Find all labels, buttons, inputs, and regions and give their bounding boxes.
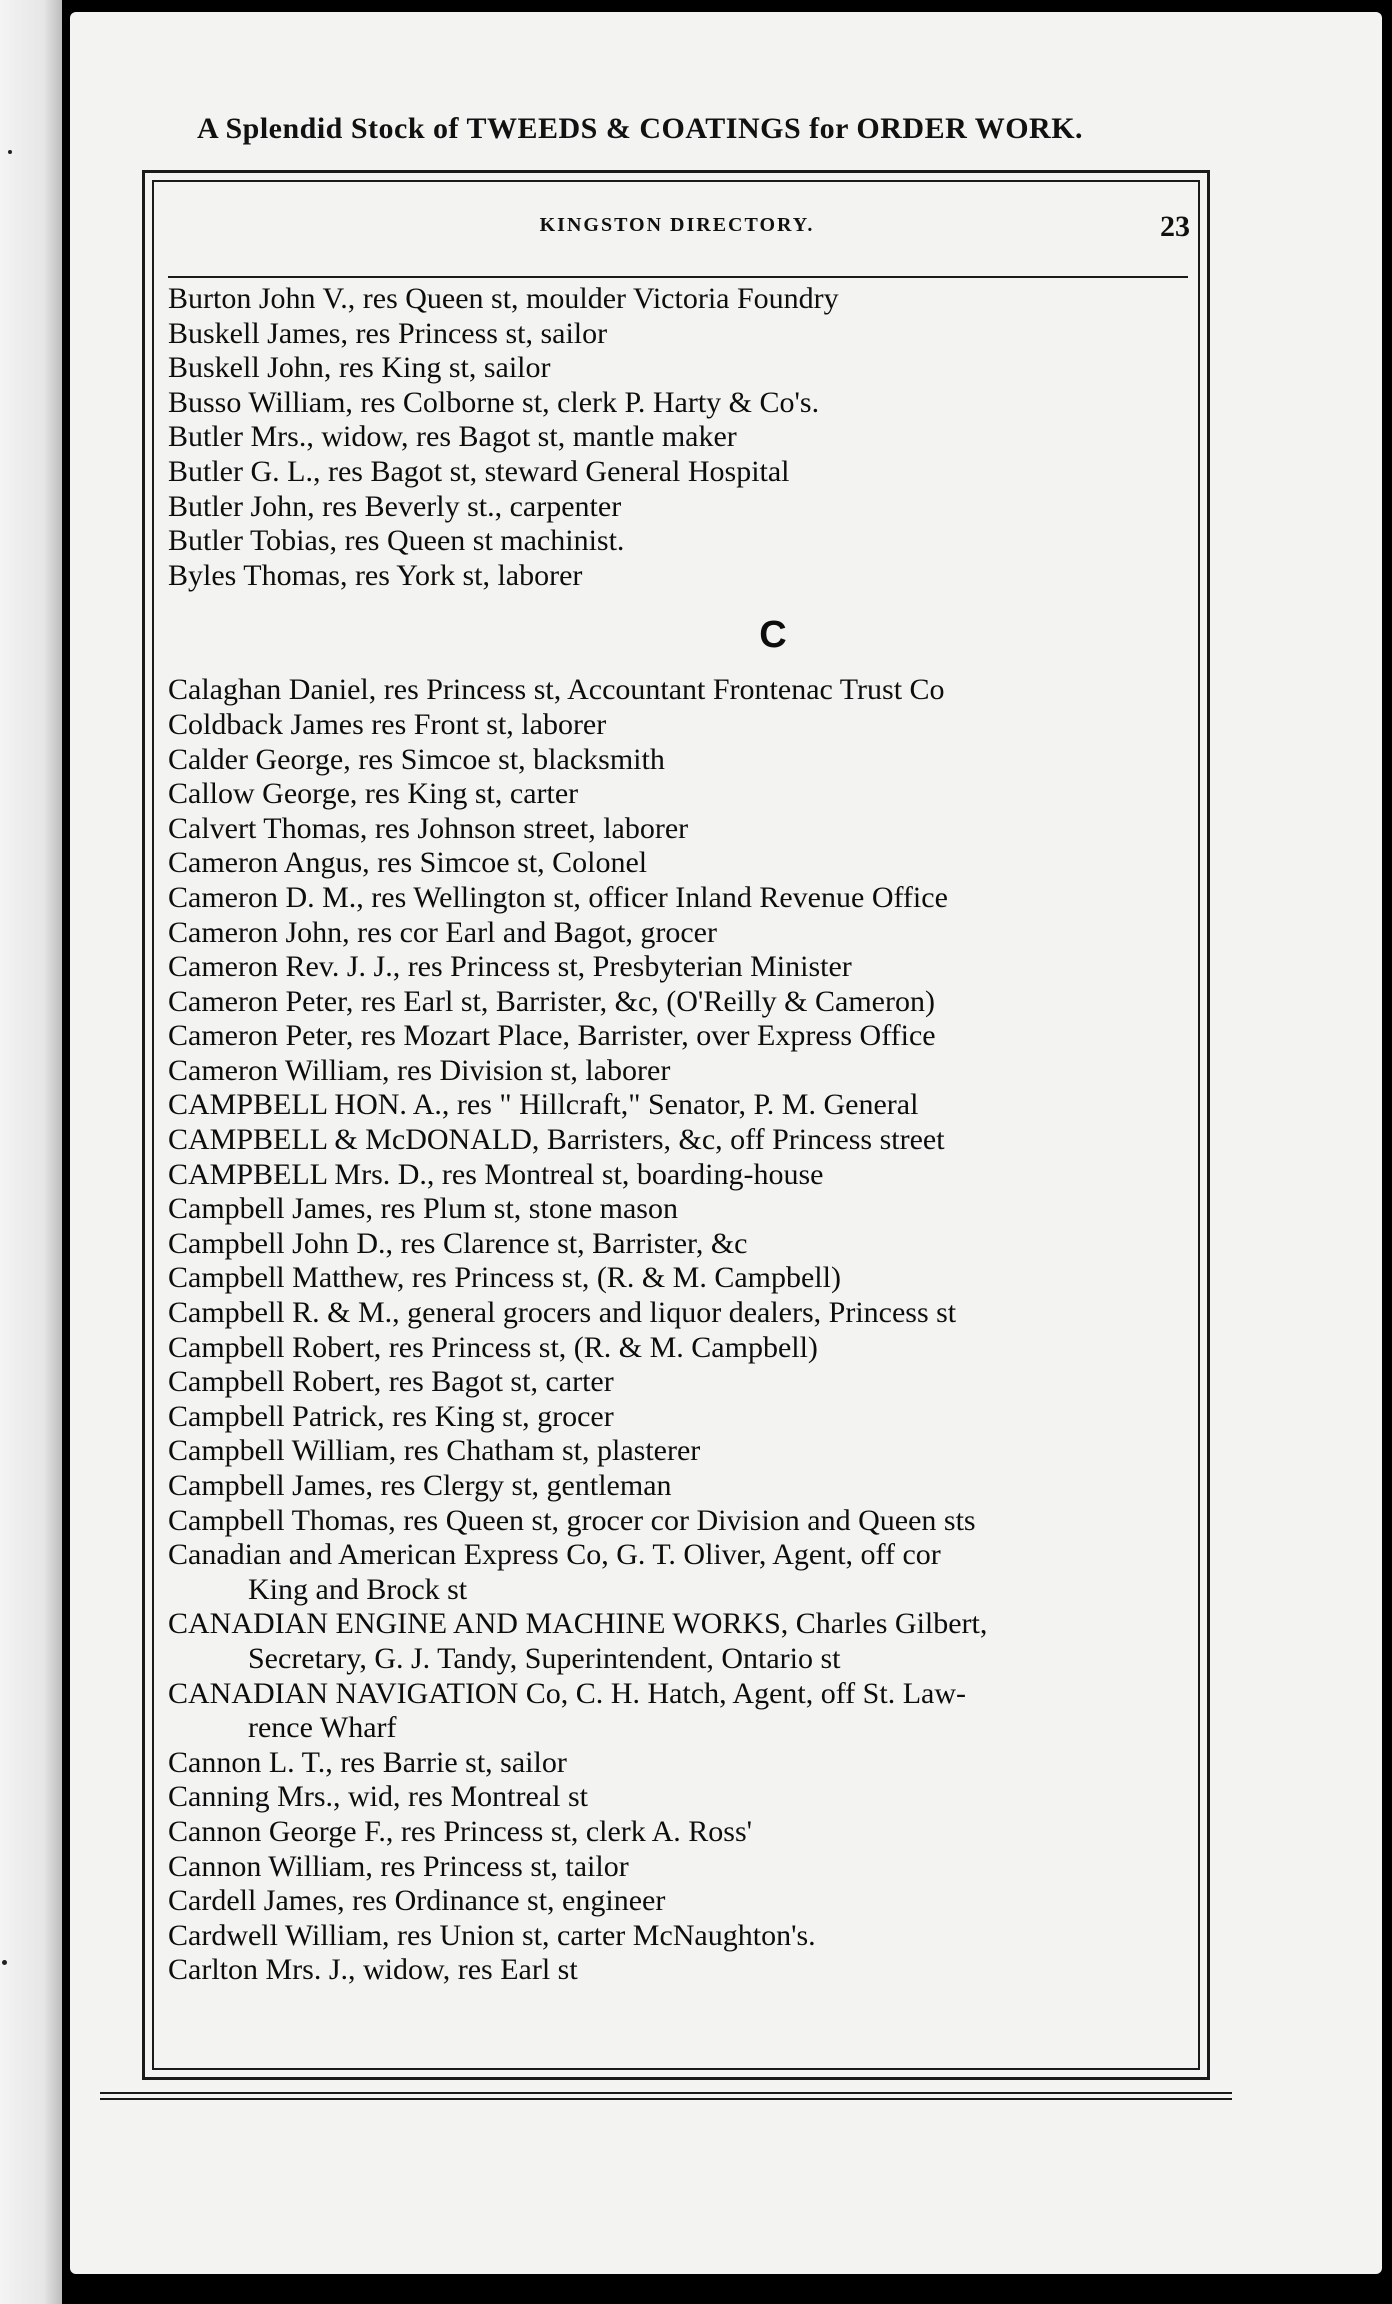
directory-listing <box>168 282 1198 1988</box>
adjacent-page-edge <box>0 0 62 2304</box>
listing-entry: Cameron D. M., res Wellington st, officer Inland Revenue Office <box>168 880 948 914</box>
listing-entry-wrapped <box>168 1607 1198 1676</box>
speck <box>2 1960 7 1965</box>
listing-entry: Campbell Patrick, res King st, grocer <box>168 1399 614 1433</box>
running-header <box>160 210 1194 250</box>
listing-entry: Calaghan Daniel, res Princess st, Accountant Frontenac Trust Co <box>168 673 945 707</box>
listing-entry: Campbell James, res Plum st, stone mason <box>168 1192 678 1226</box>
listing-entry: Buskell John, res King st, sailor <box>168 351 551 385</box>
header-title: KINGSTON DIRECTORY. <box>539 214 815 236</box>
listing-entry: Cardell James, res Ordinance st, engineer <box>168 1884 666 1918</box>
listing-entry: Busso William, res Colborne st, clerk P. Harty & Co's. <box>168 385 820 419</box>
header-rule <box>168 276 1188 278</box>
entry-continuation: rence Wharf <box>248 1711 397 1745</box>
listing-entry: Calvert Thomas, res Johnson street, laborer <box>168 811 689 845</box>
listing-entry: Campbell John D., res Clarence st, Barrister, &c <box>168 1226 748 1260</box>
listing-entry: Cameron John, res cor Earl and Bagot, grocer <box>168 915 717 949</box>
listing-entry: CAMPBELL HON. A., res " Hillcraft," Senator, P. M. General <box>168 1088 919 1122</box>
page-number: 23 <box>1160 210 1190 243</box>
listing-entry: Cannon William, res Princess st, tailor <box>168 1849 629 1883</box>
speck <box>8 150 12 154</box>
listing-entry: Campbell R. & M., general grocers and liquor dealers, Princess st <box>168 1296 957 1330</box>
listing-entry: Butler Mrs., widow, res Bagot st, mantle maker <box>168 420 737 454</box>
listing-entry: Coldback James res Front st, laborer <box>168 707 607 741</box>
listing-entry: Campbell Robert, res Princess st, (R. & M. Campbell) <box>168 1330 818 1364</box>
entry-first-line: CANADIAN NAVIGATION Co, C. H. Hatch, Agent, off St. Law- <box>168 1676 966 1710</box>
listing-entry: Cardwell William, res Union st, carter McNaughton's. <box>168 1918 816 1952</box>
listing-entry: Cameron Peter, res Mozart Place, Barrister, over Express Office <box>168 1019 936 1053</box>
listing-entry: Campbell James, res Clergy st, gentleman <box>168 1469 672 1502</box>
entry-continuation: King and Brock st <box>248 1572 468 1606</box>
listing-entry: Cameron Angus, res Simcoe st, Colonel <box>168 846 648 880</box>
footer-double-rule <box>100 2092 1232 2100</box>
listing-entry: Burton John V., res Queen st, moulder Victoria Foundry <box>168 282 839 315</box>
listing-entry: Cameron Peter, res Earl st, Barrister, &c, (O'Reilly & Cameron) <box>168 984 935 1018</box>
listing-entry: Buskell James, res Princess st, sailor <box>168 316 608 350</box>
section-letter: C <box>759 614 787 657</box>
listing-entry: Byles Thomas, res York st, laborer <box>168 558 583 592</box>
listing-entry-wrapped <box>168 1538 1198 1607</box>
advertisement-banner: A Splendid Stock of TWEEDS & COATINGS for ORDER WORK. <box>196 112 1084 145</box>
listing-entry: Campbell Matthew, res Princess st, (R. & M. Campbell) <box>168 1261 841 1295</box>
listing-entry: Calder George, res Simcoe st, blacksmith <box>168 742 665 776</box>
listing-entry: Cameron Rev. J. J., res Princess st, Presbyterian Minister <box>168 950 852 984</box>
listing-entry: Butler Tobias, res Queen st machinist. <box>168 524 625 558</box>
listing-entry: Cameron William, res Division st, laborer <box>168 1053 671 1087</box>
listing-entry: Campbell William, res Chatham st, plasterer <box>168 1434 701 1468</box>
entry-continuation: Secretary, G. J. Tandy, Superintendent, Ontario st <box>248 1641 841 1675</box>
listing-entry: Butler G. L., res Bagot st, steward General Hospital <box>168 454 790 488</box>
listing-entry: Campbell Thomas, res Queen st, grocer cor Division and Queen sts <box>168 1503 976 1537</box>
listing-entry: Cannon George F., res Princess st, clerk A. Ross' <box>168 1814 753 1848</box>
listing-entry: Carlton Mrs. J., widow, res Earl st <box>168 1953 578 1987</box>
listing-entry: CAMPBELL & McDONALD, Barristers, &c, off Princess street <box>168 1123 945 1157</box>
listing-entry: Canning Mrs., wid, res Montreal st <box>168 1780 588 1814</box>
listing-entry: Cannon L. T., res Barrie st, sailor <box>168 1745 567 1779</box>
entry-first-line: Canadian and American Express Co, G. T. Oliver, Agent, off cor <box>168 1538 941 1572</box>
listing-entry-wrapped <box>168 1677 1198 1746</box>
listing-entry: Butler John, res Beverly st., carpenter <box>168 489 622 523</box>
listing-entry: CAMPBELL Mrs. D., res Montreal st, boarding-house <box>168 1157 824 1191</box>
entry-first-line: CANADIAN ENGINE AND MACHINE WORKS, Charles Gilbert, <box>168 1607 988 1641</box>
listing-entry: Callow George, res King st, carter <box>168 777 579 811</box>
listing-entry: Campbell Robert, res Bagot st, carter <box>168 1365 614 1399</box>
